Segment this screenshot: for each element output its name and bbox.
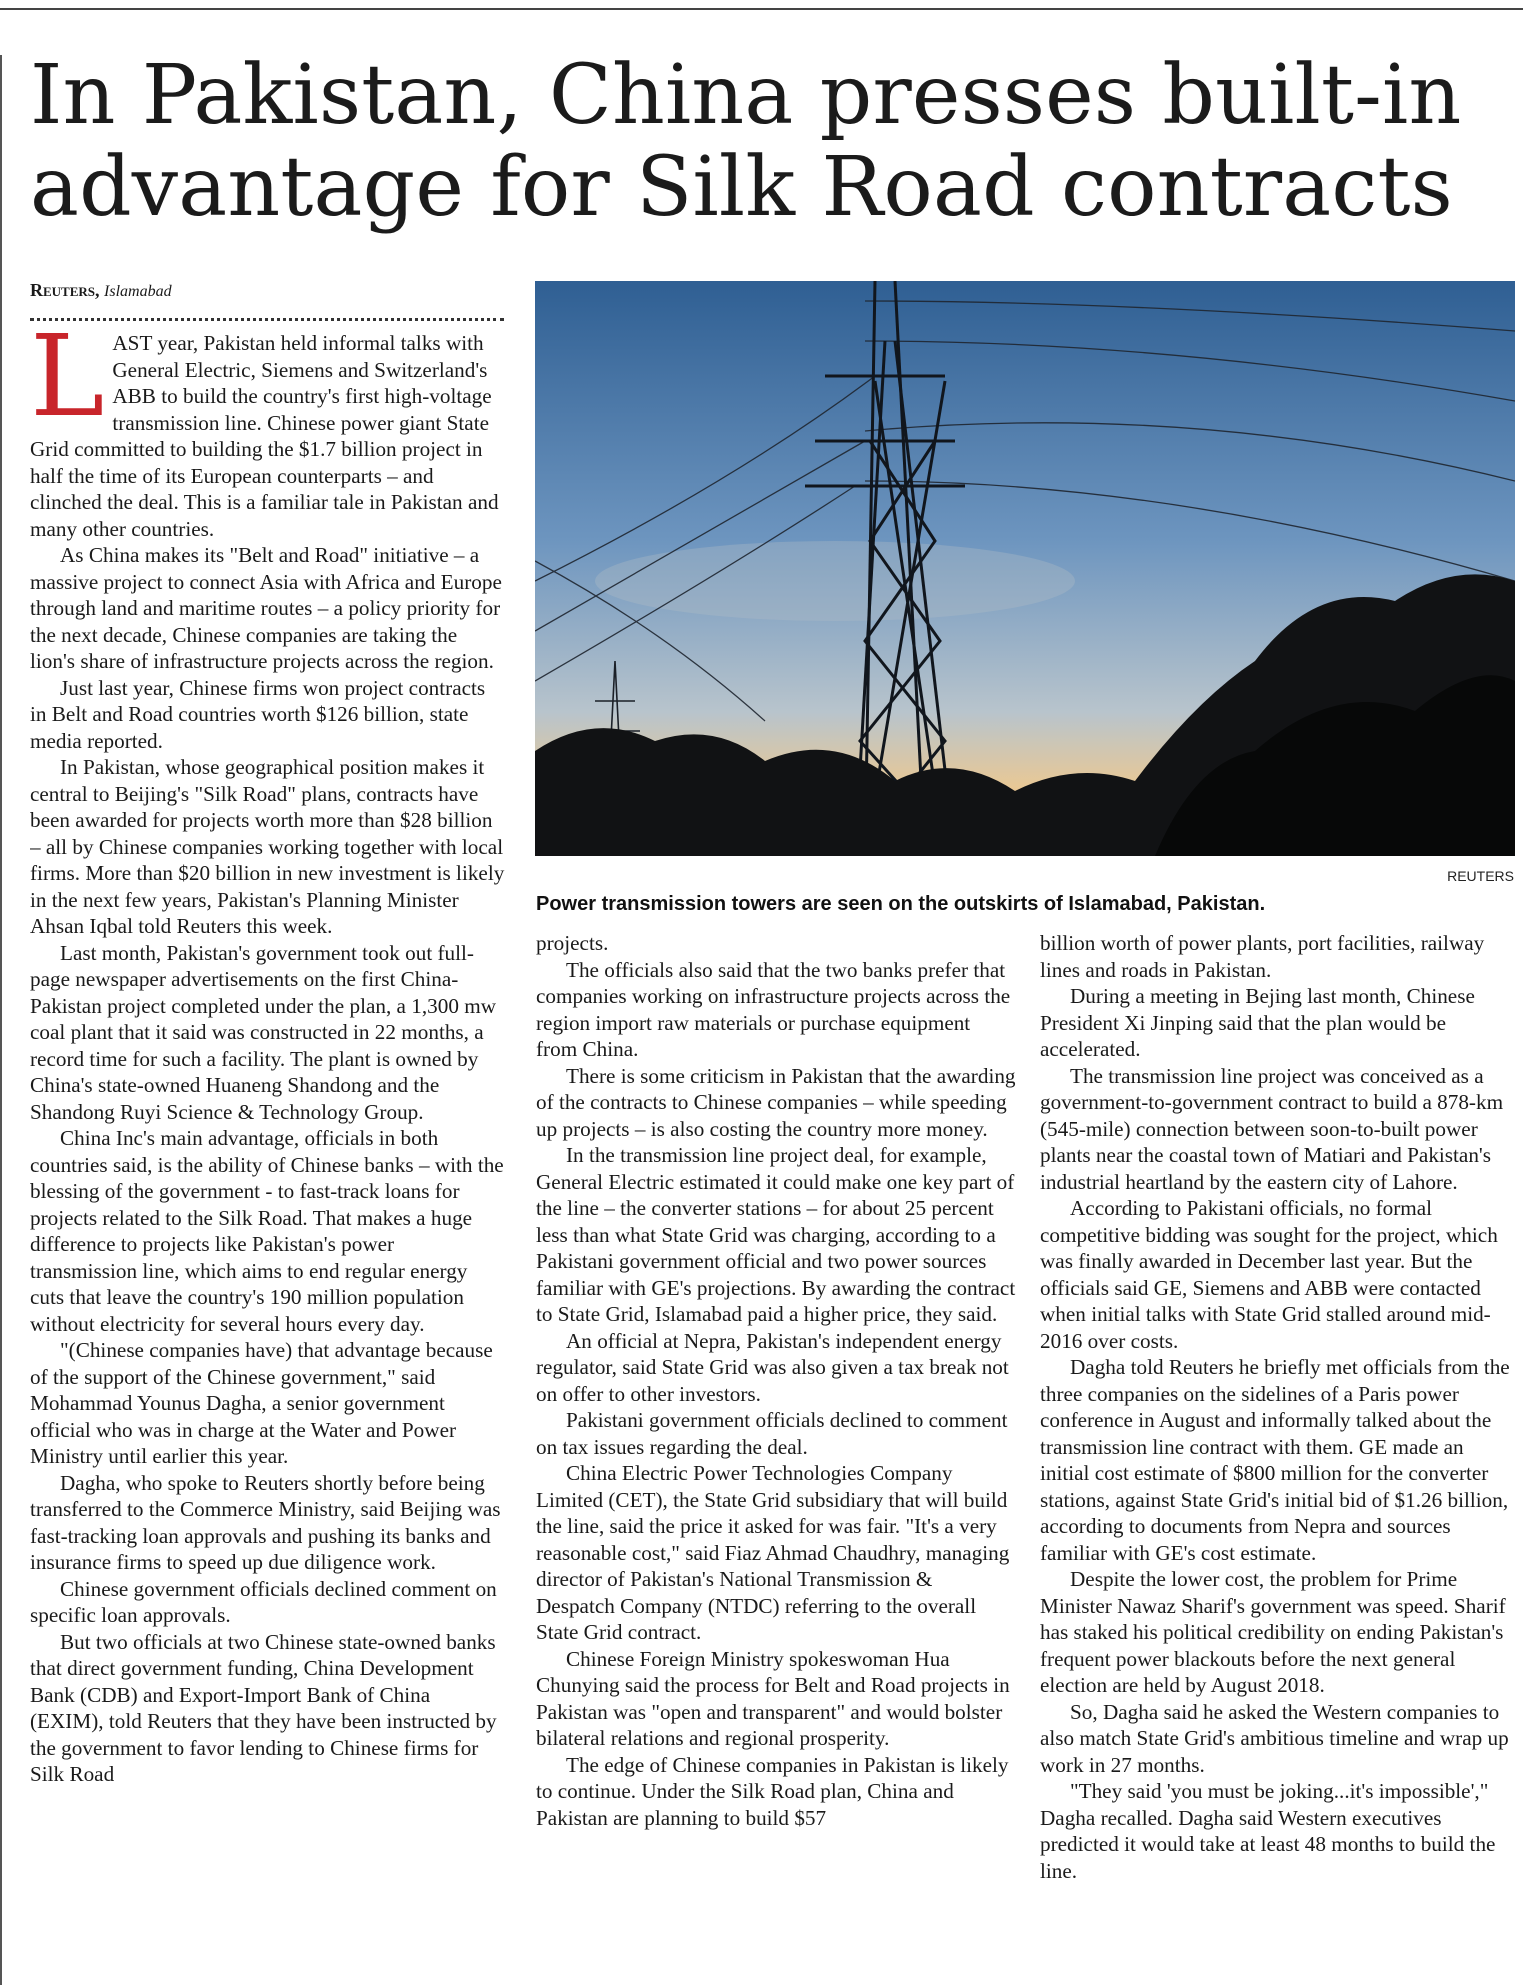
paragraph [30, 330, 506, 542]
article-column-3 [1040, 930, 1514, 1985]
paragraph: Pakistani government officials declined to comment on tax issues regarding the deal. [536, 1408, 1008, 1459]
paragraph: Chinese Foreign Ministry spokeswoman Hua Chunying said the process for Belt and Road projects in Pakistan was "open and transparent" and would bolster bilateral relations and regional prosperity. [536, 1646, 1010, 1750]
top-rule [0, 8, 1523, 10]
left-rule [0, 55, 2, 1985]
paragraph: In Pakistan, whose geographical position makes it central to Beijing's "Silk Road" plans, contracts have been awarded for projects worth more than $28 billion – all by Chinese companies working together with local firms. More than $20 billion in new investment is likely in the next few years, Pakistan's Planning Minister Ahsan Iqbal told Reuters this week. [30, 755, 505, 938]
paragraph: The transmission line project was conceived as a government-to-government contract to build a 878-km (545-mile) connection between soon-to-built power plants near the coastal town of Matiari and Pakistan's industrial heartland by the eastern city of Lahore. [1040, 1063, 1504, 1194]
transmission-tower-image [535, 281, 1515, 856]
paragraph: The edge of Chinese companies in Pakistan is likely to continue. Under the Silk Road plan, China and Pakistan are planning to build $57 [536, 1752, 1009, 1830]
paragraph: There is some criticism in Pakistan that the awarding of the contracts to Chinese companies – while speeding up projects – is also costing the country more money. [536, 1063, 1016, 1141]
paragraph: billion worth of power plants, port facilities, railway lines and roads in Pakistan. [1040, 931, 1485, 982]
paragraph-text: AST year, Pakistan held informal talks with General Electric, Siemens and Switzerland's ABB to build the country's first high-voltage transmission line. Chinese power giant State Grid committed to building the $1.7 billion project in half the time of its European counterparts – and clinched the deal. This is a familiar tale in Pakistan and many other countries. [30, 331, 499, 541]
paragraph: "(Chinese companies have) that advantage because of the support of the Chinese government," said Mohammad Younus Dagha, a senior government official who was in charge at the Water and Power Ministry until earlier this year. [30, 1338, 493, 1468]
photo-credit: REUTERS [1447, 868, 1514, 884]
headline: In Pakistan, China presses built-in advantage for Silk Road contracts [30, 48, 1462, 235]
paragraph: Chinese government officials declined comment on specific loan approvals. [30, 1576, 497, 1627]
drop-cap: L [30, 330, 105, 442]
paragraph: During a meeting in Bejing last month, Chinese President Xi Jinping said that the plan would be accelerated. [1040, 984, 1475, 1061]
paragraph: China Inc's main advantage, officials in both countries said, is the ability of Chinese banks – with the blessing of the government - to fast-track loans for projects related to the Silk Road. That makes a huge difference to projects like Pakistan's power transmission line, which aims to end regular energy cuts that leave the country's 190 million population without electricity for several hours every day. [30, 1126, 504, 1336]
paragraph: But two officials at two Chinese state-owned banks that direct government funding, China Development Bank (CDB) and Export-Import Bank of China (EXIM), told Reuters that they have been instructed by the government to favor lending to Chinese firms for Silk Road [30, 1629, 497, 1786]
paragraph: Dagha, who spoke to Reuters shortly before being transferred to the Commerce Ministry, said Beijing was fast-tracking loan approvals and pushing its banks and insurance firms to speed up due diligence work. [30, 1470, 501, 1574]
paragraph: An official at Nepra, Pakistan's independent energy regulator, said State Grid was also given a tax break not on offer to other investors. [536, 1328, 1009, 1406]
paragraph: "They said 'you must be joking...it's impossible'," Dagha recalled. Dagha said Western executives predicted it would take at least 48 months to build the line. [1040, 1779, 1496, 1883]
paragraph: In the transmission line project deal, for example, General Electric estimated it could make one key part of the line – the converter stations – for about 25 percent less than what State Grid was charging, according to a Pakistani government official and two power sources familiar with GE's projections. By awarding the contract to State Grid, Islamabad paid a higher price, they said. [536, 1143, 1016, 1326]
paragraph: According to Pakistani officials, no formal competitive bidding was sought for the project, which was finally awarded in December last year. But the officials said GE, Siemens and ABB were contacted when initial talks with State Grid stalled around mid-2016 over costs. [1040, 1196, 1498, 1353]
paragraph: Despite the lower cost, the problem for Prime Minister Nawaz Sharif's government was speed. Sharif has staked his political credibility on ending Pakistan's frequent power blackouts before the next general election are held by August 2018. [1040, 1567, 1506, 1697]
byline-divider [30, 318, 504, 321]
byline-place: Islamabad [104, 283, 172, 300]
paragraph: Dagha told Reuters he briefly met officials from the three companies on the sidelines of a Paris power conference in August and informally talked about the transmission line contract with them. GE made an initial cost estimate of $800 million for the converter stations, against State Grid's initial bid of $1.26 billion, according to documents from Nepra and sources familiar with GE's cost estimate. [1040, 1355, 1510, 1565]
paragraph: Last month, Pakistan's government took out full-page newspaper advertisements on the first China-Pakistan project completed under the plan, a 1,300 mw coal plant that it said was constructed in 22 months, a record time for such a facility. The plant is owned by China's state-owned Huaneng Shandong and the Shandong Ruyi Science & Technology Group. [30, 940, 497, 1124]
byline [30, 280, 172, 301]
byline-agency: Reuters, [30, 280, 100, 300]
paragraph: So, Dagha said he asked the Western companies to also match State Grid's ambitious timeline and wrap up work in 27 months. [1040, 1699, 1509, 1777]
news-photo [535, 281, 1515, 856]
paragraph: The officials also said that the two banks prefer that companies working on infrastructure projects across the region import raw materials or purchase equipment from China. [536, 957, 1011, 1061]
photo-caption: Power transmission towers are seen on the outskirts of Islamabad, Pakistan. [536, 893, 1266, 915]
paragraph: As China makes its "Belt and Road" initiative – a massive project to connect Asia with Africa and Europe through land and maritime routes – a policy priority for the next decade, Chinese companies are taking the lion's share of infrastructure projects across the region. [30, 543, 502, 673]
article-column-2 [536, 930, 1016, 1985]
article-column-1 [30, 330, 506, 1985]
paragraph: projects. [536, 931, 609, 955]
paragraph: Just last year, Chinese firms won project contracts in Belt and Road countries worth $126 billion, state media reported. [30, 675, 486, 753]
paragraph: China Electric Power Technologies Company Limited (CET), the State Grid subsidiary that will build the line, said the price it asked for was fair. "It's a very reasonable cost," said Fiaz Ahmad Chaudhry, managing director of Pakistan's National Transmission & Despatch Company (NTDC) referring to the overall State Grid contract. [536, 1461, 1010, 1644]
